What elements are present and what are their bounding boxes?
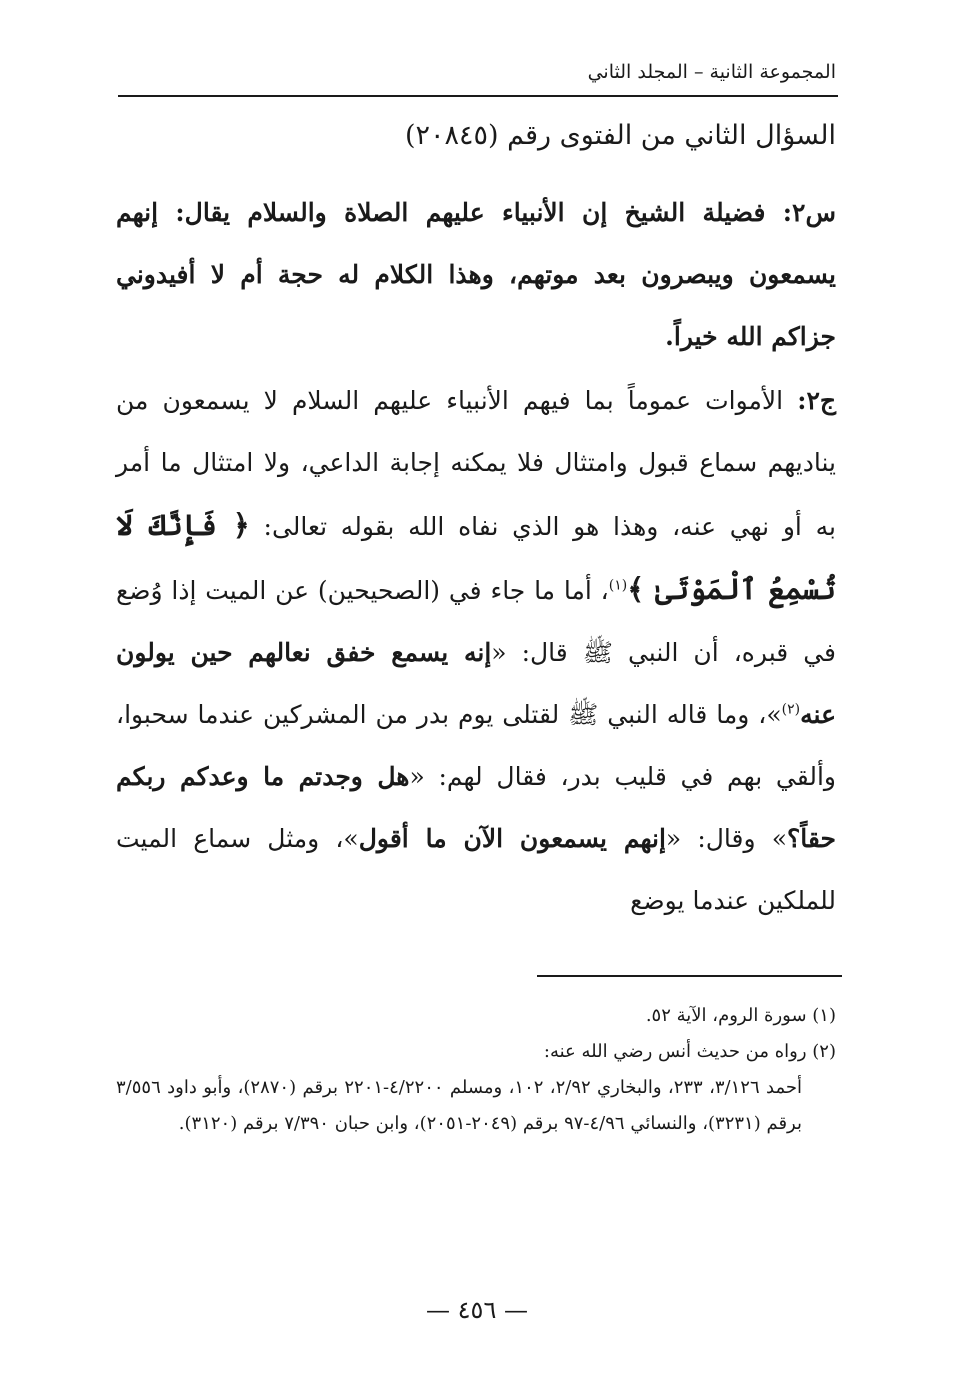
question-paragraph [116,182,836,368]
question-text: فضيلة الشيخ إن الأنبياء عليهم الصلاة والسلام يقال: إنهم يسمعون ويبصرون بعد موتهم، وهذا الكلام له حجة أم لا أفيدوني جزاكم الله خيراً. [116,198,836,351]
footnote-ref-1: (١) [608,577,628,594]
answer-text-4: » وقال: « [665,824,787,853]
answer-text-2: ، أما ما جاء في (الصحيحين) عن الميت إذا وُضع في قبره، أن النبي ﷺ قال: « [116,576,836,667]
quran-verse: ﴿ فَإِنَّكَ لَا تُسْمِعُ ٱلْمَوْتَىٰ ﴾ [116,508,837,606]
hadith-quote-3: إنهم يسمعون الآن ما أقول [358,824,666,853]
running-header: المجموعة الثانية – المجلد الثاني [587,61,836,83]
question-label: س٢: [782,198,836,227]
footnote-1: (١) سورة الروم، الآية ٥٢. [645,1005,836,1026]
answer-text-5: »، ومثل سماع الميت للملكين عندما يوضع [116,824,836,915]
hadith-quote-1: إنه يسمع خفق نعالهم حين يولون عنه [116,638,836,729]
footnote-2: (٢) رواه من حديث أنس رضي الله عنه: [543,1041,836,1062]
footnote-ref-2: (٢) [781,701,801,718]
answer-paragraph [116,370,836,932]
answer-text-3: »، وما قاله النبي ﷺ لقتلى يوم بدر من المشركين عندما سحبوا، وألقي بهم في قليب بدر، فقال لهم: « [116,700,837,791]
footnote-rule [537,975,842,977]
header-rule [118,95,838,97]
footnotes [116,998,836,1142]
footnote-2-sources: أحمد ٣/١٢٦، ٢٣٣، والبخاري ٢/٩٢، ١٠٢، ومسلم ٤/٢٢٠٠-٢٢٠١ برقم (٢٨٧٠)، وأبو داود ٣/٥٥٦ برقم (٣٢٣١)، والنسائي ٤/٩٦-٩٧ برقم (٢٠٤٩-٢٠٥١)، وابن حبان ٧/٣٩٠ برقم (٣١٢٠). [116,1077,802,1134]
hadith-quote-2: هل وجدتم ما وعدكم ربكم حقاً؟ [116,762,836,853]
page-number: — ٤٥٦ — [426,1296,528,1324]
fatwa-reference: السؤال الثاني من الفتوى رقم (٢٠٨٤٥) [404,120,836,151]
answer-text-1: الأموات عموماً بما فيهم الأنبياء عليهم السلام لا يسمعون من يناديهم سماع قبول وامتثال فلا يمكنه إجابة الداعي، ولا امتثال ما أمر به أو نهي عنه، وهذا هو الذي نفاه الله بقوله تعالى: [116,386,836,541]
answer-label: ج٢: [797,386,837,415]
